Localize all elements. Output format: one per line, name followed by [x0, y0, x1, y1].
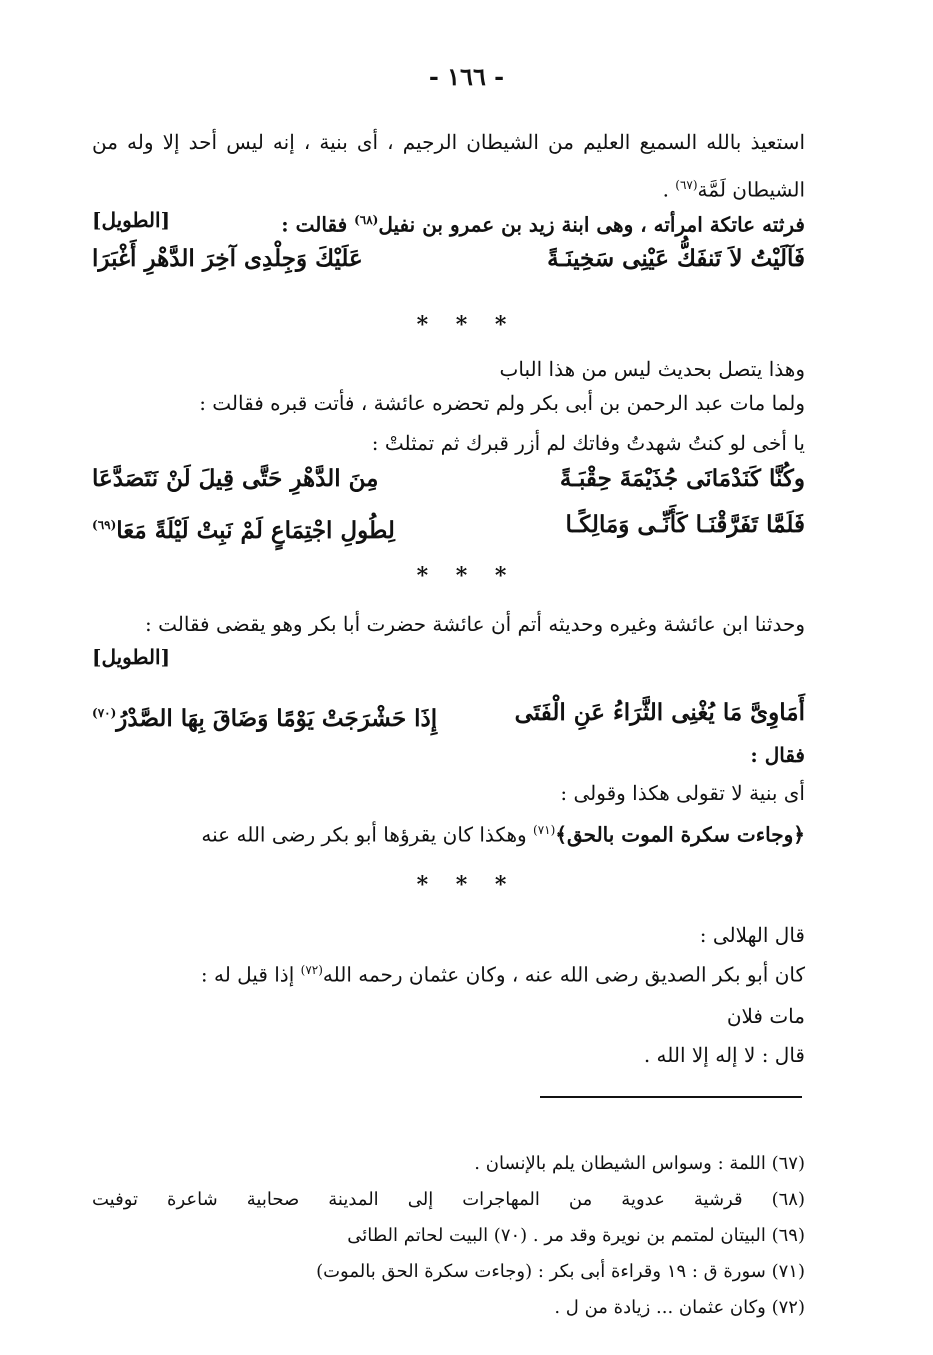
poem-verse-4-second-hemistich: [92, 696, 437, 736]
poem-verse-1: [92, 242, 805, 276]
poem-verse-2-second-hemistich: مِنَ الدَّهْرِ حَتَّى قِيلَ لَنْ نَتَصَدَّعَا: [92, 465, 379, 492]
text-line-12: أى بنية لا تقولى هكذا وقولى :: [560, 781, 805, 805]
footnote-ref-72: (٧٢): [300, 963, 323, 977]
poem-verse-2: [92, 462, 805, 496]
meter-label-2: [الطويل]: [92, 645, 171, 669]
section-separator-1: * * *: [416, 312, 517, 338]
footnote-68: (٦٨) قرشية عدوية من المهاجرات إلى المدينة صحابية شاعرة توفيت: [92, 1189, 805, 1210]
footnote-72: (٧٢) وكان عثمان ... زيادة من ل .: [554, 1297, 805, 1318]
text-line-5: وهذا يتصل بحديث ليس من هذا الباب: [499, 357, 805, 381]
text-line-2: [92, 170, 805, 205]
section-separator-2: * * *: [416, 563, 517, 589]
text-line-7: يا أخى لو كنتُ شهدتُ وفاتك لم أزر قبرك ثم تمثلتْ :: [371, 431, 805, 455]
footnote-ref-67: (٦٧): [675, 178, 698, 192]
poem-verse-1-first-hemistich: فَآلَيْتُ لاَ تَنفَكُّ عَيْنِى سَخِينَـةً: [547, 245, 805, 272]
quran-quote: ﴿وجاءت سكرة الموت بالحق﴾: [555, 822, 805, 847]
footnote-ref-71: (٧١): [533, 823, 556, 837]
poem-verse-3: [92, 508, 805, 548]
poem-verse-1-second-hemistich: عَلَيْكَ وَجِلْدِى آخِرَ الدَّهْرِ أَغْبَرَا: [92, 245, 363, 272]
text-line-16-main: كان أبو بكر الصديق رضى الله عنه ، وكان عثمان رحمه الله: [322, 962, 805, 987]
poem-verse-2-first-hemistich: وكُنَّا كَنَدْمَانَى جُذَيْمَةَ حِقْبَـةً: [559, 465, 805, 492]
footnote-71: (٧١) سورة ق : ١٩ وقراءة أبى بكر : (وجاءت سكرة الحق بالموت): [316, 1261, 805, 1282]
text-line-15: قال الهلالى :: [699, 923, 805, 947]
page-number: - ١٦٦ -: [428, 62, 505, 91]
text-line-3-main: فرثته عاتكة امرأته ، وهى ابنة زيد بن عمرو بن نفيل: [378, 212, 805, 237]
text-line-16-end: إذا قيل له :: [200, 962, 301, 987]
text-line-13: [92, 815, 805, 850]
text-line-13-end: وهكذا كان يقرؤها أبو بكر رضى الله عنه: [201, 822, 534, 847]
footnote-ref-68: (٦٨): [354, 213, 379, 227]
text-line-9: وحدثنا ابن عائشة وغيره وحديثه أتم أن عائشة حضرت أبا بكر وهو يقضى فقالت :: [145, 612, 805, 636]
text-line-2-main: الشيطان لَمَّة: [697, 177, 805, 202]
footnote-69-70: (٦٩) البيتان لمتمم بن نويرة وقد مر . (٧٠) البيت لحاتم الطائى: [347, 1225, 805, 1246]
text-line-3-end: فقالت :: [281, 212, 355, 237]
poem-verse-4: [92, 696, 805, 736]
poem-verse-3-second-hemistich: [92, 508, 395, 548]
poem-verse-3-first-hemistich: فَلَمَّا تَفَرَّقْنَـا كَأَنِّـى وَمَالِكًـا: [565, 511, 805, 538]
poem-verse-3-second-text: لِطُولِ اجْتِمَاعٍ لَمْ نَبِتْ لَيْلَةً مَعَا: [116, 516, 395, 544]
text-line-3: [92, 205, 805, 240]
meter-label-1: [الطويل]: [92, 208, 171, 232]
footnote-ref-70: (٧٠): [92, 706, 117, 720]
text-line-11: فقال :: [750, 743, 805, 767]
text-line-18: قال : لا إله إلا الله .: [643, 1043, 805, 1067]
text-line-16: [92, 955, 805, 990]
footnote-ref-69: (٦٩): [92, 518, 117, 532]
footnote-67: (٦٧) اللمة : وسواس الشيطان يلم بالإنسان .: [474, 1153, 805, 1174]
text-line-2-end: .: [662, 177, 676, 202]
text-line-1: استعيذ بالله السميع العليم من الشيطان الرجيم ، أى بنية ، إنه ليس أحد إلا وله من: [92, 130, 805, 154]
footnote-divider: [540, 1096, 802, 1098]
section-separator-3: * * *: [416, 872, 517, 898]
text-line-6: ولما مات عبد الرحمن بن أبى بكر ولم تحضره عائشة ، فأتت قبره فقالت :: [199, 391, 805, 415]
text-line-17: مات فلان: [726, 1004, 805, 1028]
poem-verse-4-first-hemistich: أَمَاوِىَّ مَا يُغْنِى الثَّرَاءُ عَنِ الْفَتَى: [514, 699, 805, 726]
poem-verse-4-second-text: إِذَا حَشْرَجَتْ يَوْمًا وَضَاقَ بِهَا الصَّدْرُ: [116, 704, 438, 732]
